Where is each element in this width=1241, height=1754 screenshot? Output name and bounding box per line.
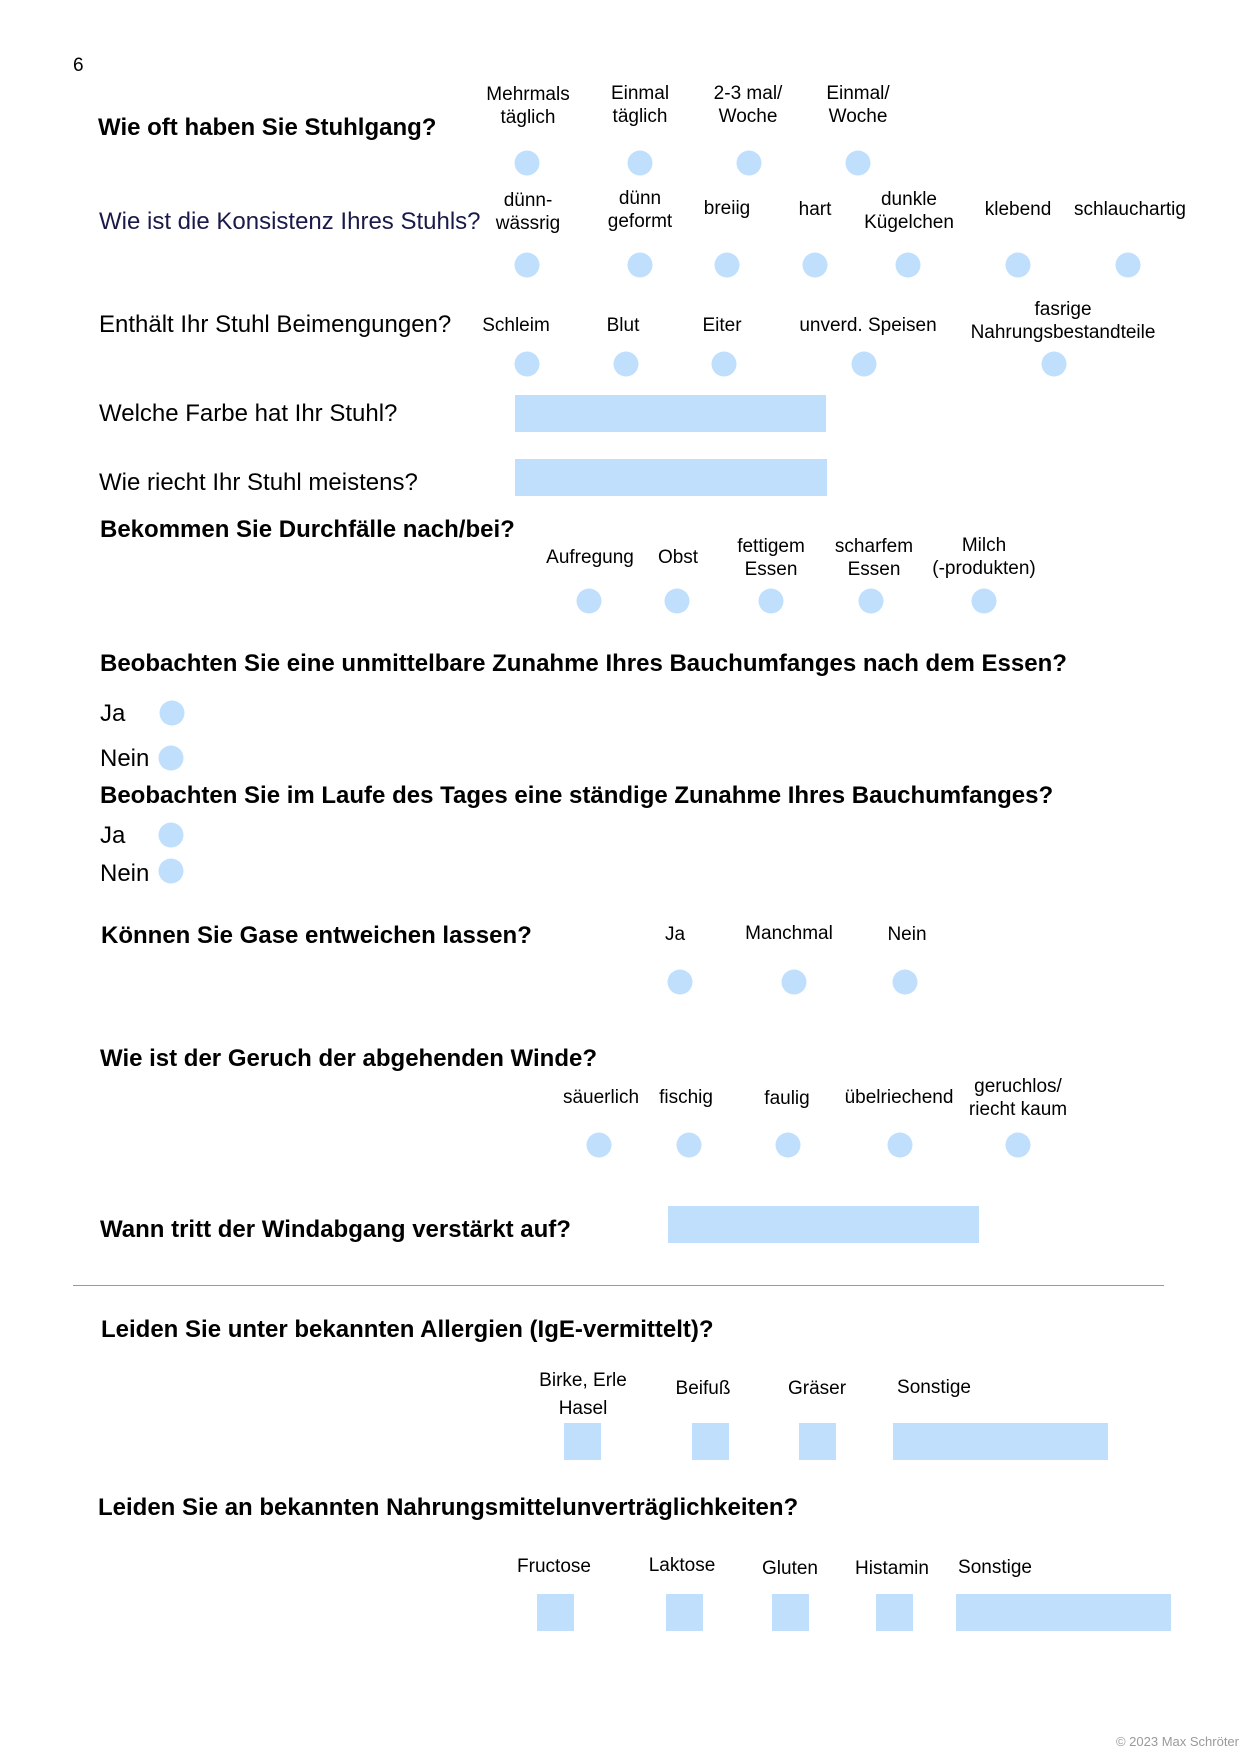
checkbox-allergie-graeser[interactable] [799,1423,836,1460]
farbe-input[interactable] [515,395,826,432]
radio-beimengungen-speisen[interactable] [852,352,877,377]
question-durchfall: Bekommen Sie Durchfälle nach/bei? [100,516,515,543]
radio-konsistenz-breiig[interactable] [715,253,740,278]
allergie-sonstige-input[interactable] [893,1423,1108,1460]
option-label: Mehrmals täglich [486,84,570,128]
copyright-notice: © 2023 Max Schröter [1115,1734,1239,1749]
option-label: dünn- wässrig [495,190,561,234]
checkbox-fructose[interactable] [537,1594,574,1631]
radio-durchfall-scharf[interactable] [859,589,884,614]
option-label: unverd. Speisen [799,315,937,336]
question-stuhlgang: Wie oft haben Sie Stuhlgang? [98,114,437,141]
radio-winde-geruchlos[interactable] [1006,1133,1031,1158]
section-divider [73,1285,1164,1286]
radio-beimengungen-eiter[interactable] [712,352,737,377]
checkbox-histamin[interactable] [876,1594,913,1631]
option-label: Nein [100,860,150,887]
option-label: Sonstige [897,1377,971,1398]
radio-konsistenz-kuegelchen[interactable] [896,253,921,278]
option-label: fischig [659,1087,713,1108]
checkbox-allergie-beifuss[interactable] [692,1423,729,1460]
radio-stuhlgang-mehrmals[interactable] [515,151,540,176]
radio-stuhlgang-einmal-woche[interactable] [846,151,871,176]
option-label: dünn geformt [607,188,673,232]
radio-stuhlgang-einmal-taeglich[interactable] [628,151,653,176]
option-label: übelriechend [844,1087,954,1108]
option-label: geruchlos/ riecht kaum [968,1076,1068,1120]
windabgang-input[interactable] [668,1206,979,1243]
option-label: hart [798,199,832,220]
option-label: schlauchartig [1074,199,1186,220]
radio-durchfall-obst[interactable] [665,589,690,614]
option-label: Gräser [787,1378,847,1399]
radio-durchfall-fettig[interactable] [759,589,784,614]
radio-beimengungen-blut[interactable] [614,352,639,377]
option-label: Birke, Erle Hasel [539,1370,627,1419]
checkbox-allergie-birke[interactable] [564,1423,601,1460]
unvertraeglichkeit-sonstige-input[interactable] [956,1594,1171,1631]
radio-konsistenz-duenn-waessrig[interactable] [515,253,540,278]
checkbox-laktose[interactable] [666,1594,703,1631]
option-label: dunkle Kügelchen [864,189,954,233]
question-unvertraeglichkeit: Leiden Sie an bekannten Nahrungsmittelunverträglichkeiten? [98,1494,799,1521]
option-label: Gluten [762,1558,818,1579]
question-winde: Wie ist der Geruch der abgehenden Winde? [100,1045,597,1072]
radio-beimengungen-fasrige[interactable] [1042,352,1067,377]
geruch-stuhl-input[interactable] [515,459,827,496]
question-konsistenz: Wie ist die Konsistenz Ihres Stuhls? [99,208,481,235]
option-label: Ja [664,924,686,945]
radio-gase-ja[interactable] [668,970,693,995]
question-gase: Können Sie Gase entweichen lassen? [101,922,532,949]
question-beimengungen: Enthält Ihr Stuhl Beimengungen? [99,311,452,338]
question-farbe: Welche Farbe hat Ihr Stuhl? [99,400,398,427]
radio-konsistenz-duenn-geformt[interactable] [628,253,653,278]
option-label: Milch (-produkten) [932,535,1036,579]
radio-stuhlgang-2-3-woche[interactable] [737,151,762,176]
option-label: breiig [703,198,751,219]
radio-beimengungen-schleim[interactable] [515,352,540,377]
radio-konsistenz-schlauchartig[interactable] [1116,253,1141,278]
option-label: Manchmal [745,923,833,944]
option-label: scharfem Essen [834,536,914,580]
question-allergien: Leiden Sie unter bekannten Allergien (IgE-vermittelt)? [101,1316,714,1343]
option-label: säuerlich [562,1087,640,1108]
option-label: Histamin [855,1558,929,1579]
option-label: Schleim [482,315,550,336]
question-bauch-tag: Beobachten Sie im Laufe des Tages eine ständige Zunahme Ihres Bauchumfanges? [100,782,1054,809]
radio-bauch-sofort-nein[interactable] [159,746,184,771]
radio-durchfall-aufregung[interactable] [577,589,602,614]
page-number: 6 [73,55,84,76]
question-windabgang: Wann tritt der Windabgang verstärkt auf? [100,1216,571,1243]
radio-bauch-sofort-ja[interactable] [160,701,185,726]
option-label: Beifuß [675,1378,731,1399]
option-label: Einmal täglich [610,83,670,127]
option-label: fasrige Nahrungsbestandteile [970,299,1156,343]
option-label: Sonstige [958,1557,1032,1578]
radio-bauch-tag-ja[interactable] [159,823,184,848]
radio-winde-faulig[interactable] [776,1133,801,1158]
option-label: fettigem Essen [737,536,805,580]
option-label: Fructose [517,1556,591,1577]
option-label: 2-3 mal/ Woche [713,83,783,127]
radio-gase-nein[interactable] [893,970,918,995]
option-label: Ja [100,700,126,727]
option-label: Obst [657,547,699,568]
radio-durchfall-milch[interactable] [972,589,997,614]
option-label: Laktose [648,1555,716,1576]
radio-winde-fischig[interactable] [677,1133,702,1158]
question-bauch-sofort: Beobachten Sie eine unmittelbare Zunahme Ihres Bauchumfanges nach dem Essen? [100,650,1067,677]
radio-winde-uebelriechend[interactable] [888,1133,913,1158]
question-geruch-stuhl: Wie riecht Ihr Stuhl meistens? [99,469,418,496]
radio-winde-saeuerlich[interactable] [587,1133,612,1158]
option-label: Aufregung [546,547,634,568]
radio-konsistenz-hart[interactable] [803,253,828,278]
option-label: Nein [100,745,150,772]
option-label: Ja [100,822,126,849]
option-label: klebend [984,199,1052,220]
option-label: faulig [764,1088,810,1109]
radio-gase-manchmal[interactable] [782,970,807,995]
radio-bauch-tag-nein[interactable] [159,859,184,884]
option-label: Eiter [702,315,742,336]
option-label: Blut [606,315,640,336]
checkbox-gluten[interactable] [772,1594,809,1631]
option-label: Einmal/ Woche [826,83,890,127]
option-label: Nein [887,924,927,945]
radio-konsistenz-klebend[interactable] [1006,253,1031,278]
